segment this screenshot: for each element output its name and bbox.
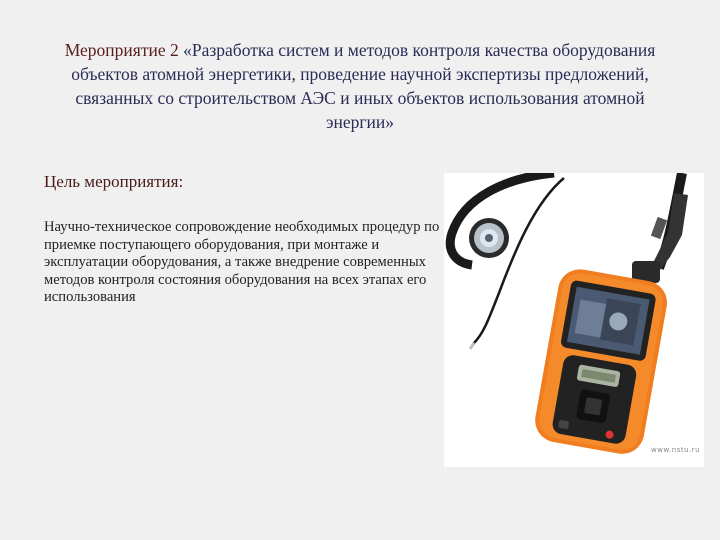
watermark: www.nstu.ru <box>651 446 701 454</box>
videoscope-image <box>444 173 704 467</box>
videoscope-drawing <box>444 173 704 467</box>
goal-text: Научно-техническое сопровождение необходимых процедур по приемке поступающего оборудования, при монтаже и эксплуатации оборудования, а также внедрение современных методов контроля состояния оборудования на всех этапах его использования <box>44 219 440 306</box>
title-text: «Разработка систем и методов контроля качества оборудования объектов атомной энергетики, проведение научной экспертизы предложений, связанных со строительством АЭС и иных объектов использования атомной энергии» <box>71 40 656 132</box>
device-body <box>532 266 671 457</box>
probe-cable <box>474 178 564 343</box>
title-lead: Мероприятие 2 <box>64 40 179 60</box>
slide-title <box>40 38 680 134</box>
probe-tip <box>470 343 474 349</box>
goal-heading: Цель мероприятия: <box>44 172 184 191</box>
